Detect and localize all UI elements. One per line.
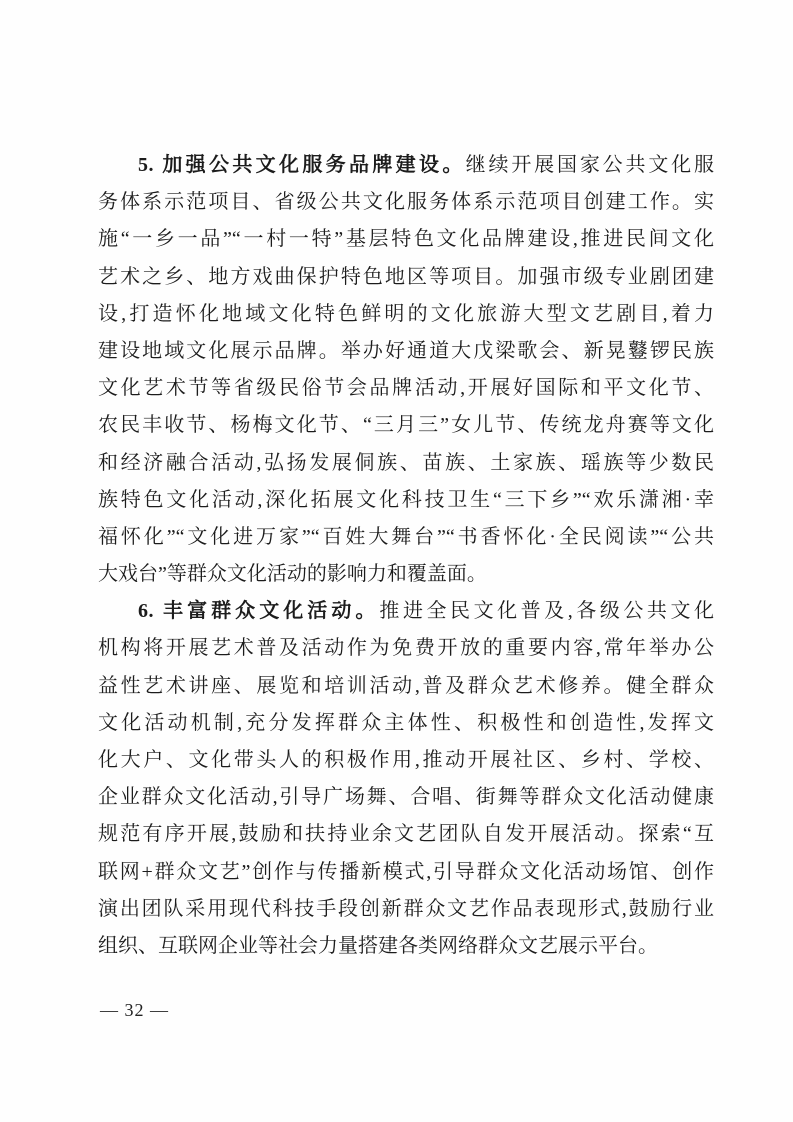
line-text: 施“一乡一品”“一村一特”基层特色文化品牌建设,推进民间文化 bbox=[98, 228, 714, 251]
document-body bbox=[98, 147, 714, 965]
line-text: 设,打造怀化地域文化特色鲜明的文化旅游大型文艺剧目,着力 bbox=[98, 302, 714, 325]
line-text: 艺术之乡、地方戏曲保护特色地区等项目。加强市级专业剧团建 bbox=[98, 265, 714, 288]
line-text: 化大户、文化带头人的积极作用,推动开展社区、乡村、学校、 bbox=[98, 749, 714, 771]
page-number: — 32 — bbox=[100, 1000, 169, 1020]
line-text: 益性艺术讲座、展览和培训活动,普及群众艺术修养。健全群众 bbox=[98, 674, 714, 697]
text-line bbox=[98, 779, 714, 816]
text-line bbox=[98, 519, 714, 556]
text-line bbox=[98, 668, 714, 705]
text-line bbox=[98, 147, 714, 184]
text-line bbox=[98, 184, 714, 221]
text-line bbox=[98, 407, 714, 444]
text-line bbox=[98, 891, 714, 928]
line-text: 福怀化”“文化进万家”“百姓大舞台”“书香怀化·全民阅读”“公共 bbox=[98, 525, 714, 548]
text-line bbox=[98, 333, 714, 370]
text-line bbox=[98, 296, 714, 333]
text-line bbox=[98, 854, 714, 891]
paragraph bbox=[98, 593, 714, 965]
line-text: 规范有序开展,鼓励和扶持业余文艺团队自发开展活动。探索“互 bbox=[98, 823, 714, 846]
line-text: 机构将开展艺术普及活动作为免费开放的重要内容,常年举办公 bbox=[98, 637, 714, 660]
text-line bbox=[98, 482, 714, 519]
line-text: 文化活动机制,充分发挥群众主体性、积极性和创造性,发挥文 bbox=[98, 711, 714, 734]
text-line bbox=[98, 259, 714, 296]
line-text: 演出团队采用现代科技手段创新群众文艺作品表现形式,鼓励行业 bbox=[98, 897, 714, 920]
text-line bbox=[98, 221, 714, 258]
text-line bbox=[98, 370, 714, 407]
text-line bbox=[98, 705, 714, 742]
text-line bbox=[98, 928, 714, 965]
line-text: 大戏台”等群众文化活动的影响力和覆盖面。 bbox=[98, 563, 487, 586]
line-text: 族特色文化活动,深化拓展文化科技卫生“三下乡”“欢乐潇湘·幸 bbox=[98, 488, 714, 511]
paragraph bbox=[98, 147, 714, 593]
text-line bbox=[98, 816, 714, 853]
text-line bbox=[98, 593, 714, 630]
text-line bbox=[98, 630, 714, 667]
line-text: 继续开展国家公共文化服 bbox=[465, 154, 714, 176]
text-line bbox=[98, 445, 714, 482]
line-text: 务体系示范项目、省级公共文化服务体系示范项目创建工作。实 bbox=[98, 191, 714, 214]
text-line bbox=[98, 742, 714, 779]
line-text: 企业群众文化活动,引导广场舞、合唱、街舞等群众文化活动健康 bbox=[98, 786, 714, 809]
line-text: 联网+群众文艺”创作与传播新模式,引导群众文化活动场馆、创作 bbox=[98, 860, 714, 883]
line-text: 农民丰收节、杨梅文化节、“三月三”女儿节、传统龙舟赛等文化 bbox=[98, 414, 714, 437]
line-text: 推进全民文化普及,各级公共文化 bbox=[379, 600, 714, 623]
paragraph-heading: 5. 加强公共文化服务品牌建设。 bbox=[138, 154, 466, 176]
line-text: 和经济融合活动,弘扬发展侗族、苗族、土家族、瑶族等少数民 bbox=[98, 451, 714, 474]
line-text: 文化艺术节等省级民俗节会品牌活动,开展好国际和平文化节、 bbox=[98, 377, 714, 400]
text-line bbox=[98, 556, 714, 593]
line-text: 组织、互联网企业等社会力量搭建各类网络群众文艺展示平台。 bbox=[98, 934, 658, 957]
line-text: 建设地域文化展示品牌。举办好通道大戊梁歌会、新晃鼟锣民族 bbox=[98, 339, 714, 362]
paragraph-heading: 6. 丰富群众文化活动。 bbox=[138, 600, 380, 623]
